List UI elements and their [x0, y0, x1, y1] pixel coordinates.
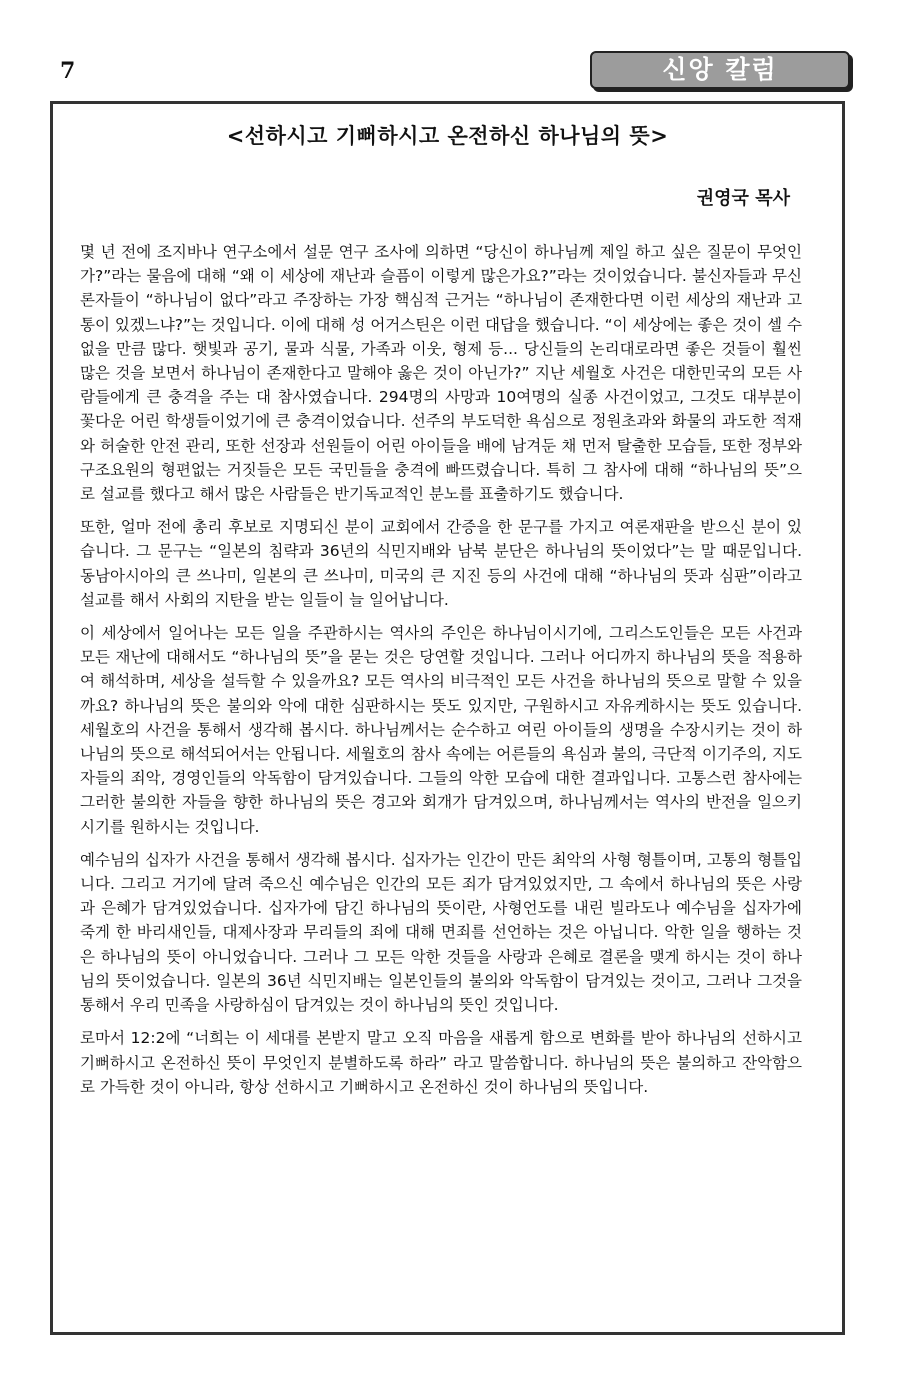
article-title: <선하시고 기뻐하시고 온전하신 하나님의 뜻> [226, 124, 669, 148]
paragraph-1: 몇 년 전에 조지바나 연구소에서 설문 연구 조사에 의하면 “당신이 하나님께 제일 하고 싶은 질문이 무엇인가?”라는 물음에 대해 “왜 이 세상에 재난과 슬픔이 이렇게 많은가요?”라는 것이었습니다. 불신자들과 무신론자들이 “하나님이 없다”라고 주장하는 가장 핵심적 근거는 “하나님이 존재한다면 이런 세상의 재난과 고통이 있겠느냐?”는 것입니다. 이에 대해 성 어거스틴은 이런 대답을 했습니다. “이 세상에는 좋은 것이 셀 수 없을 만큼 많다. 햇빛과 공기, 물과 식물, 가족과 이웃, 형제 등... 당신들의 논리대로라면 좋은 것들이 훨씬 많은 것을 보면서 하나님이 존재한다고 말해야 옳은 것이 아닌가?” 지난 세월호 사건은 대한민국의 모든 사람들에게 큰 충격을 주는 대 참사였습니다. 294명의 사망과 10여명의 실종 사건이었고, 그것도 대부분이 꽃다운 어린 학생들이었기에 큰 충격이었습니다. 선주의 부도덕한 욕심으로 정원초과와 화물의 과도한 적재와 허술한 안전 관리, 또한 선장과 선원들이 어린 아이들을 배에 남겨둔 채 먼저 탈출한 모습들, 또한 정부와 구조요원의 형편없는 거짓들은 모든 국민들을 충격에 빠뜨렸습니다. 특히 그 참사에 대해 “하나님의 뜻”으로 설교를 했다고 해서 많은 사람들은 반기독교적인 분노를 표출하기도 했습니다. [80, 243, 802, 504]
paragraph-5: 로마서 12:2에 “너희는 이 세대를 본받지 말고 오직 마음을 새롭게 함으로 변화를 받아 하나님의 선하시고 기뻐하시고 온전하신 뜻이 무엇인지 분별하도록 하라” 라고 말씀합니다. 하나님의 뜻은 불의하고 잔악함으로 가득한 것이 아니라, 항상 선하시고 기뻐하시고 온전하신 것이 하나님의 뜻입니다. [80, 1029, 802, 1096]
article-frame [50, 101, 845, 1335]
section-tab: 신앙 칼럼 [590, 51, 850, 89]
paragraph-4: 예수님의 십자가 사건을 통해서 생각해 봅시다. 십자가는 인간이 만든 최악의 사형 형틀이며, 고통의 형틀입니다. 그리고 거기에 달려 죽으신 예수님은 인간의 모든 죄가 담겨있었지만, 그 속에서 하나님의 뜻은 사랑과 은혜가 담겨있었습니다. 십자가에 담긴 하나님의 뜻이란, 사형언도를 내린 빌라도나 예수님을 십자가에 죽게 한 바리새인들, 대제사장과 무리들의 죄에 대해 면죄를 선언하는 것은 아닙니다. 악한 일을 행하는 것은 하나님의 뜻이 아니었습니다. 그러나 그 모든 악한 것들을 사랑과 은혜로 결론을 맺게 하시는 것이 하나님의 뜻이었습니다. 일본의 36년 식민지배는 일본인들의 불의와 악독함이 담겨있는 것이고, 그러나 그것을 통해서 우리 민족을 사랑하심이 담겨있는 것이 하나님의 뜻인 것입니다. [80, 850, 802, 1015]
paragraph-2: 또한, 얼마 전에 총리 후보로 지명되신 분이 교회에서 간증을 한 문구를 가지고 여론재판을 받으신 분이 있습니다. 그 문구는 “일본의 침략과 36년의 식민지배와 남북 분단은 하나님의 뜻이었다”는 말 때문입니다. 동남아시아의 큰 쓰나미, 일본의 큰 쓰나미, 미국의 큰 지진 등의 사건에 대해 “하나님의 뜻과 심판”이라고 설교를 해서 사회의 지탄을 받는 일들이 늘 일어납니다. [80, 518, 802, 609]
paragraph-3: 이 세상에서 일어나는 모든 일을 주관하시는 역사의 주인은 하나님이시기에, 그리스도인들은 모든 사건과 모든 재난에 대해서도 “하나님의 뜻”을 묻는 것은 당연할 것입니다. 그러나 어디까지 하나님의 뜻을 적용하여 해석하며, 세상을 설득할 수 있을까요? 모든 역사의 비극적인 모든 사건을 하나님의 뜻으로 말할 수 있을까요? 하나님의 뜻은 불의와 악에 대한 심판하시는 뜻도 있지만, 구원하시고 자유케하시는 뜻도 있습니다. 세월호의 사건을 통해서 생각해 봅시다. 하나님께서는 순수하고 여린 아이들의 생명을 수장시키는 것이 하나님의 뜻으로 해석되어서는 안됩니다. 세월호의 참사 속에는 어른들의 욕심과 불의, 극단적 이기주의, 지도자들의 죄악, 경영인들의 악독함이 담겨있습니다. 그들의 악한 모습에 대한 결과입니다. 고통스런 참사에는 그러한 불의한 자들을 향한 하나님의 뜻은 경고와 회개가 담겨있으며, 하나님께서는 역사의 반전을 일으키시기를 원하시는 것입니다. [80, 624, 802, 836]
article-body [80, 240, 802, 1108]
author-name: 권영국 목사 [696, 188, 790, 209]
page-number: 7 [60, 58, 76, 84]
